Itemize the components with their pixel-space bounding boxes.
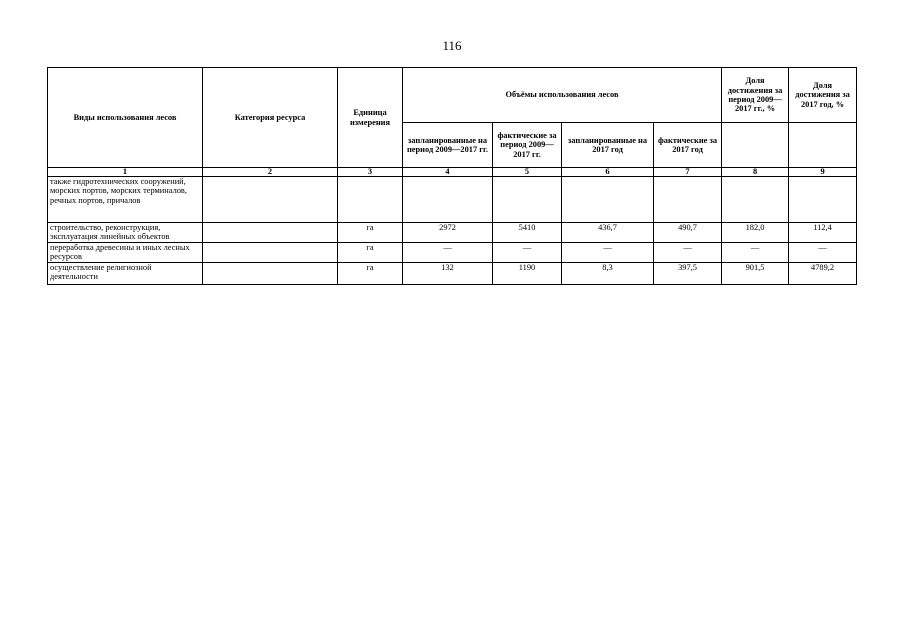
share-period-cell: —	[722, 242, 789, 262]
header-actual-period: фактические за период 2009—2017 гг.	[493, 123, 562, 168]
share-2017-cell	[789, 177, 857, 223]
usage-type-cell: переработка древесины и иных лесных ресурсов	[48, 242, 203, 262]
actual-period-cell	[493, 177, 562, 223]
actual-period-cell: 5410	[493, 223, 562, 243]
planned-period-cell	[403, 177, 493, 223]
actual-2017-cell: 490,7	[654, 223, 722, 243]
share-period-cell: 901,5	[722, 262, 789, 284]
share-2017-cell: —	[789, 242, 857, 262]
planned-2017-cell	[562, 177, 654, 223]
forest-usage-table	[47, 67, 857, 285]
header-share-period-blank	[722, 123, 789, 168]
resource-category-cell	[203, 242, 338, 262]
planned-2017-cell: —	[562, 242, 654, 262]
planned-period-cell: 2972	[403, 223, 493, 243]
share-2017-cell: 4789,2	[789, 262, 857, 284]
column-number: 3	[338, 168, 403, 177]
planned-2017-cell: 436,7	[562, 223, 654, 243]
usage-type-cell: осуществление религиозной деятельности	[48, 262, 203, 284]
table-row	[48, 262, 857, 284]
actual-2017-cell: —	[654, 242, 722, 262]
header-volumes-group: Объёмы использования лесов	[403, 68, 722, 123]
header-share-2017-blank	[789, 123, 857, 168]
resource-category-cell	[203, 262, 338, 284]
header-share-2017: Доля достижения за 2017 год, %	[789, 68, 857, 123]
share-period-cell	[722, 177, 789, 223]
planned-period-cell: —	[403, 242, 493, 262]
header-planned-2017: запланированные на 2017 год	[562, 123, 654, 168]
share-2017-cell: 112,4	[789, 223, 857, 243]
unit-cell: га	[338, 223, 403, 243]
table-row	[48, 242, 857, 262]
unit-cell	[338, 177, 403, 223]
actual-period-cell: 1190	[493, 262, 562, 284]
column-number: 4	[403, 168, 493, 177]
usage-type-cell: строительство, реконструкция, эксплуатация линейных объектов	[48, 223, 203, 243]
planned-period-cell: 132	[403, 262, 493, 284]
actual-2017-cell	[654, 177, 722, 223]
column-number: 7	[654, 168, 722, 177]
header-actual-2017: фактические за 2017 год	[654, 123, 722, 168]
column-number: 1	[48, 168, 203, 177]
resource-category-cell	[203, 177, 338, 223]
resource-category-cell	[203, 223, 338, 243]
page-number: 116	[442, 38, 462, 53]
header-share-period: Доля достижения за период 2009—2017 гг., %	[722, 68, 789, 123]
table-row	[48, 177, 857, 223]
header-usage-type: Виды использования лесов	[48, 68, 203, 168]
actual-2017-cell: 397,5	[654, 262, 722, 284]
column-number: 9	[789, 168, 857, 177]
column-number: 5	[493, 168, 562, 177]
actual-period-cell: —	[493, 242, 562, 262]
usage-type-cell: также гидротехнических сооружений, морских портов, морских терминалов, речных портов, причалов	[48, 177, 203, 223]
header-row-top	[48, 68, 857, 123]
header-planned-period: запланированные на период 2009—2017 гг.	[403, 123, 493, 168]
header-resource-category: Категория ресурса	[203, 68, 338, 168]
column-number: 2	[203, 168, 338, 177]
column-number-row	[48, 168, 857, 177]
column-number: 6	[562, 168, 654, 177]
header-unit: Единица измерения	[338, 68, 403, 168]
unit-cell: га	[338, 262, 403, 284]
column-number: 8	[722, 168, 789, 177]
planned-2017-cell: 8,3	[562, 262, 654, 284]
unit-cell: га	[338, 242, 403, 262]
table-row	[48, 223, 857, 243]
share-period-cell: 182,0	[722, 223, 789, 243]
